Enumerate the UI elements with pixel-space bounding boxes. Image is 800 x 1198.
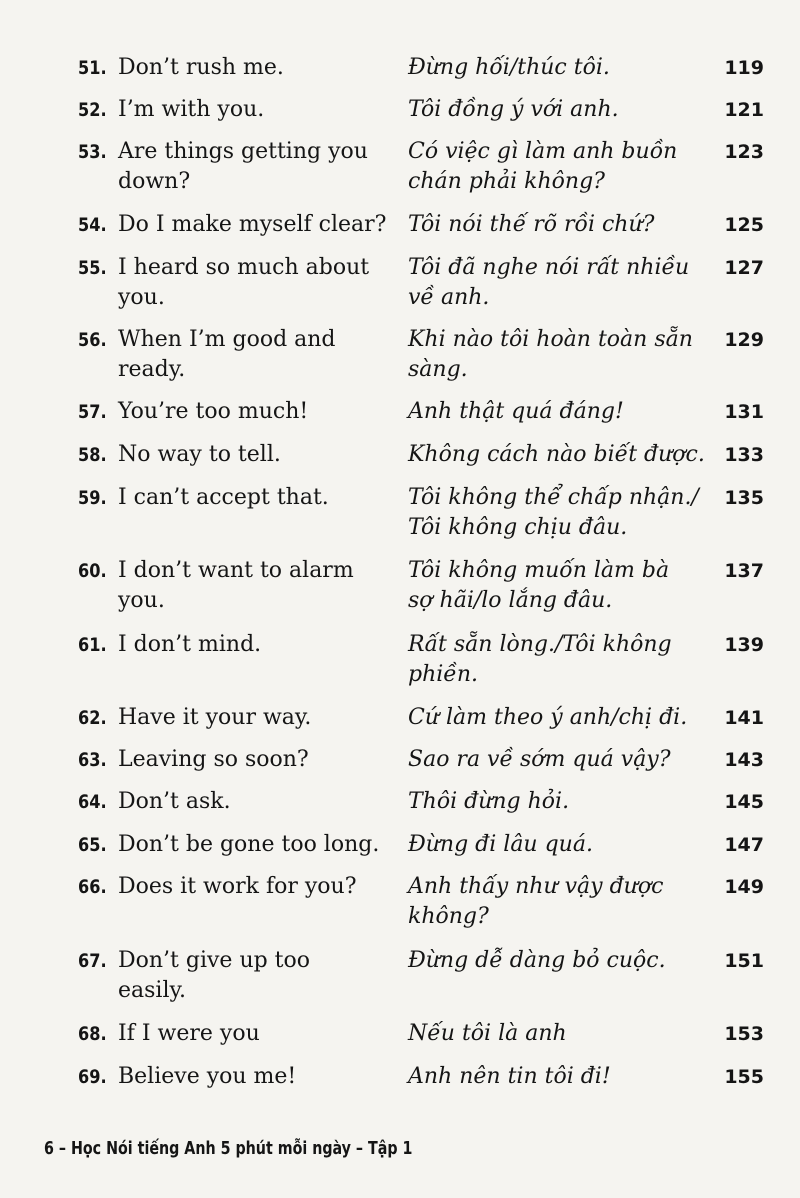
phrase-number: 54.	[78, 214, 107, 236]
phrase-number: 52.	[78, 99, 107, 121]
vietnamese-translation: Tôi đồng ý với anh.	[408, 97, 619, 122]
page-number: 151	[724, 950, 764, 972]
english-phrase: Are things getting you down?	[118, 139, 368, 194]
vietnamese-translation: Đừng hối/thúc tôi.	[408, 55, 610, 80]
english-phrase: I’m with you.	[118, 97, 265, 122]
vietnamese-translation: Sao ra về sớm quá vậy?	[408, 747, 671, 772]
page-number: 125	[724, 214, 764, 236]
phrase-number: 62.	[78, 707, 107, 729]
phrase-number: 65.	[78, 834, 107, 856]
phrase-number: 56.	[78, 329, 107, 351]
page-number: 139	[724, 634, 764, 656]
english-phrase: Do I make myself clear?	[118, 212, 387, 237]
vietnamese-translation: Tôi nói thế rõ rồi chứ?	[408, 212, 655, 237]
phrase-number: 60.	[78, 560, 107, 582]
phrase-number: 63.	[78, 749, 107, 771]
english-phrase: I don’t want to alarm you.	[118, 558, 354, 613]
page-number: 143	[724, 749, 764, 771]
english-phrase: When I’m good and ready.	[118, 327, 336, 382]
page-number: 141	[724, 707, 764, 729]
page-number: 123	[724, 141, 764, 163]
english-phrase: Don’t give up too easily.	[118, 948, 311, 1003]
phrase-number: 58.	[78, 444, 107, 466]
phrase-number: 57.	[78, 401, 107, 423]
page-number: 153	[724, 1023, 764, 1045]
phrase-number: 69.	[78, 1066, 107, 1088]
page-number: 137	[724, 560, 764, 582]
page-number: 155	[724, 1066, 764, 1088]
vietnamese-translation: Anh thật quá đáng!	[408, 399, 624, 424]
page-number: 119	[724, 57, 764, 79]
english-phrase: I heard so much about you.	[118, 255, 370, 310]
english-phrase: Don’t be gone too long.	[118, 832, 380, 857]
english-phrase: No way to tell.	[118, 442, 281, 467]
phrase-number: 66.	[78, 876, 107, 898]
english-phrase: If I were you	[118, 1021, 260, 1046]
phrase-number: 64.	[78, 791, 107, 813]
page-number: 129	[724, 329, 764, 351]
page-footer: 6 – Học Nói tiếng Anh 5 phút mỗi ngày – Tập 1	[44, 1138, 413, 1159]
vietnamese-translation: Không cách nào biết được.	[408, 442, 705, 467]
phrase-number: 68.	[78, 1023, 107, 1045]
vietnamese-translation: Anh nên tin tôi đi!	[408, 1064, 611, 1089]
page-number: 133	[724, 444, 764, 466]
english-phrase: Have it your way.	[118, 705, 312, 730]
vietnamese-translation: Cứ làm theo ý anh/chị đi.	[408, 705, 688, 730]
vietnamese-translation: Rất sẵn lòng./Tôi không phiền.	[408, 632, 672, 687]
vietnamese-translation: Anh thấy như vậy được không?	[408, 874, 664, 929]
phrase-number: 55.	[78, 257, 107, 279]
english-phrase: You’re too much!	[118, 399, 309, 424]
vietnamese-translation: Tôi đã nghe nói rất nhiều về anh.	[408, 255, 690, 310]
english-phrase: I can’t accept that.	[118, 485, 329, 510]
phrase-number: 53.	[78, 141, 107, 163]
vietnamese-translation: Đừng đi lâu quá.	[408, 832, 593, 857]
phrase-number: 67.	[78, 950, 107, 972]
phrase-number: 61.	[78, 634, 107, 656]
vietnamese-translation: Có việc gì làm anh buồn chán phải không?	[408, 139, 678, 194]
phrase-number: 51.	[78, 57, 107, 79]
page-number: 145	[724, 791, 764, 813]
english-phrase: Don’t rush me.	[118, 55, 284, 80]
page-number: 131	[724, 401, 764, 423]
phrase-number: 59.	[78, 487, 107, 509]
vietnamese-translation: Khi nào tôi hoàn toàn sẵn sàng.	[408, 327, 693, 382]
vietnamese-translation: Thôi đừng hỏi.	[408, 789, 570, 814]
english-phrase: Leaving so soon?	[118, 747, 309, 772]
english-phrase: Don’t ask.	[118, 789, 231, 814]
page-number: 149	[724, 876, 764, 898]
page-number: 127	[724, 257, 764, 279]
page-number: 147	[724, 834, 764, 856]
english-phrase: I don’t mind.	[118, 632, 262, 657]
page-number: 135	[724, 487, 764, 509]
vietnamese-translation: Tôi không thể chấp nhận./ Tôi không chịu đâu.	[408, 485, 699, 540]
vietnamese-translation: Đừng dễ dàng bỏ cuộc.	[408, 948, 666, 973]
vietnamese-translation: Nếu tôi là anh	[408, 1021, 567, 1046]
page-number: 121	[724, 99, 764, 121]
vietnamese-translation: Tôi không muốn làm bà sợ hãi/lo lắng đâu.	[408, 558, 670, 613]
english-phrase: Does it work for you?	[118, 874, 357, 899]
english-phrase: Believe you me!	[118, 1064, 297, 1089]
